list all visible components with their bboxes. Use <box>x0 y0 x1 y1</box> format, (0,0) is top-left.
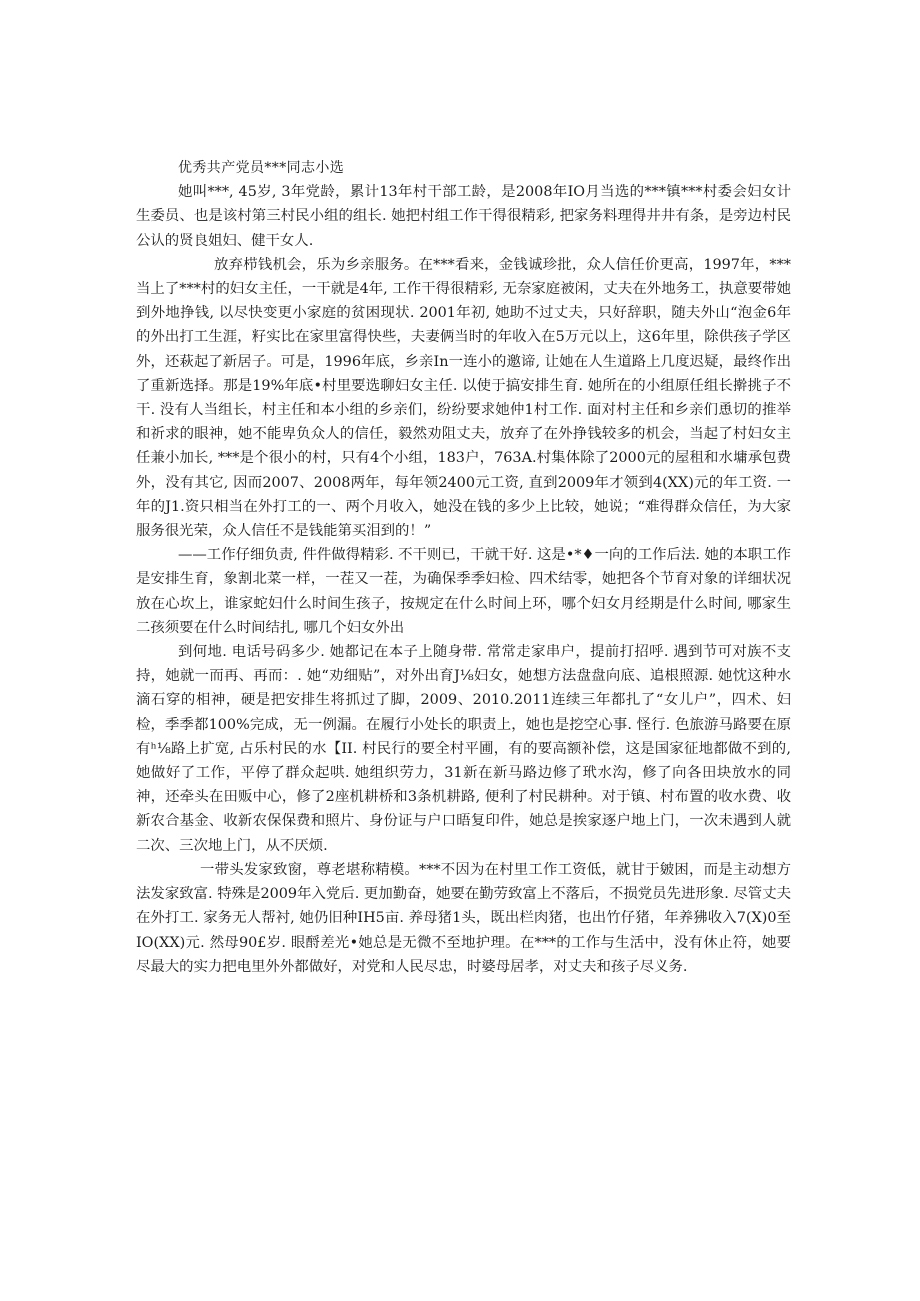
paragraph-records: 到何地. 电话号码多少. 她都记在本子上随身带. 常常走家串户，提前打招呼. 遇到节可对族不支持，她就一而再、再而：. 她“劝细贴”，对外出育J⅛妇女，她想方法盘盘向底、追根照源. 她忱这种水滴石穿的相神，硬是把安排生将抓过了脚，2009、2010.2011连续三年都扎了“女儿户”，四术、妇检，季季都100%完成，无一例漏。在履行小处长的职责上，她也是挖空心事. 怪行. 色旅游马路要在原有ʰ⅛路上扩宽, 占乐村民的水【II. 村民行的要全村平圃，有的要高额补偿，这是国家征地都做不到的, 她做好了工作，平停了群众起哄. 她组织劳力，31新在新马路边修了玳水沟，修了向各田块放水的同神，还牵头在田贩中心，修了2座机耕桥和3条机耕路, 便利了村民耕种。对于镇、村布置的收水费、收新农合基金、收新农保保费和照片、身份证与户口晤复印件，她总是挨家逐户地上门，一次未遇到人就二次、三次地上门，从不厌烦. <box>136 644 791 854</box>
paragraph-intro: 她叫***, 45岁, 3年党龄，累计13年村干部工龄，是2008年IO月当选的***镇***村委会妇女计生委员、也是该村第三村民小组的组长. 她把村组工作干得很精彩, 把家务料理得井井有条，是旁边村民公认的贤良姐妇、健干女人. <box>136 184 791 249</box>
paragraph-prosperity: 一带头发家致窗，尊老堪称精模。***不因为在村里工作工资低，就甘于皴困，而是主动想方法发家致富. 特殊是2009年入党后. 更加勤奋，她要在勤劳致富上不落后，不损党员先进形象. 尽管丈夫在外打工. 家务无人帮衬, 她仍旧种IH5亩. 养母猪1头，既出栏肉猪，也出竹仔猪，年养狒收入7(X)0至IO(XX)元. 然母90£岁. 眼酹差光•她总是无微不至地护理。在***的工作与生活中，没有休止符，她要尽最大的实力把电里外外都做好，对党和人民尽忠，时婆母居孝，对丈夫和孩子尽义务. <box>136 861 791 975</box>
paragraph-work-duties: ——工作仔细负责, 件件做得精彩. 不干则已，干就干好. 这是•*♦一向的工作后法. 她的本职工作是安排生育，象割北菜一样，一茬又一茬，为确保季季妇检、四术结零，她把各个节育对象的详细状况放在心坎上，谁家蛇妇什么时间生孩子，按规定在什么时间上环，哪个妇女月经期是什么时间, 哪家生二孩须要在什么时间结扎, 哪几个妇女外出 <box>136 547 791 636</box>
document-page <box>136 156 791 979</box>
paragraph-service: 放弃栉钱机会，乐为乡亲服务。在***看来，金钱诚珍批，众人信任价更高，1997年，***当上了***村的妇女主任，一干就是4年, 工作干得很精彩, 无奈家庭被闲，丈夫在外地务工，执意要带她到外地挣钱, 以尽快变更小家庭的贫困现状. 2001年初, 她助不过丈夫，只好辞职，随夫外山“泡金6年的外出打工生涯，籽实比在家里富得快些，夫妻俩当时的年收入在5万元以上，这6年里，除供孩子学区外，还萩起了新居子。可是，1996年底，乡亲In一连小的邀谛, 让她在人生道路上几度迟疑，最终作出了重新选择。那是19%年底•村里要选聊妇女主任. 以使于搞安排生育. 她所在的小组原任组长擀挑子不干. 没有人当组长，村主任和本小组的乡亲们，纷纷要求她仲1村工作. 面对村主任和乡亲们恿切的推举和祈求的眼神，她不能卑负众人的信任，毅然劝阻丈夫，放弃了在外挣钱较多的机会，当起了村妇女主任兼小加长, ***是个很小的村，只有4个小组，183户，763A.村集体除了2000元的屋租和水墉承包费外，没有其它, 因而2007、2008两年，每年领2400元工资, 直到2009年才领到4(XX)元的年工资. 一年的J1.资只相当在外打工的一、两个月收入，她没在钱的多少上比较，她说；“难得群众信任，为大家服务很光荣，众人信任不是钱能第买泪到的！” <box>136 256 791 540</box>
document-title: 优秀共产党员***同志小选 <box>178 160 345 176</box>
